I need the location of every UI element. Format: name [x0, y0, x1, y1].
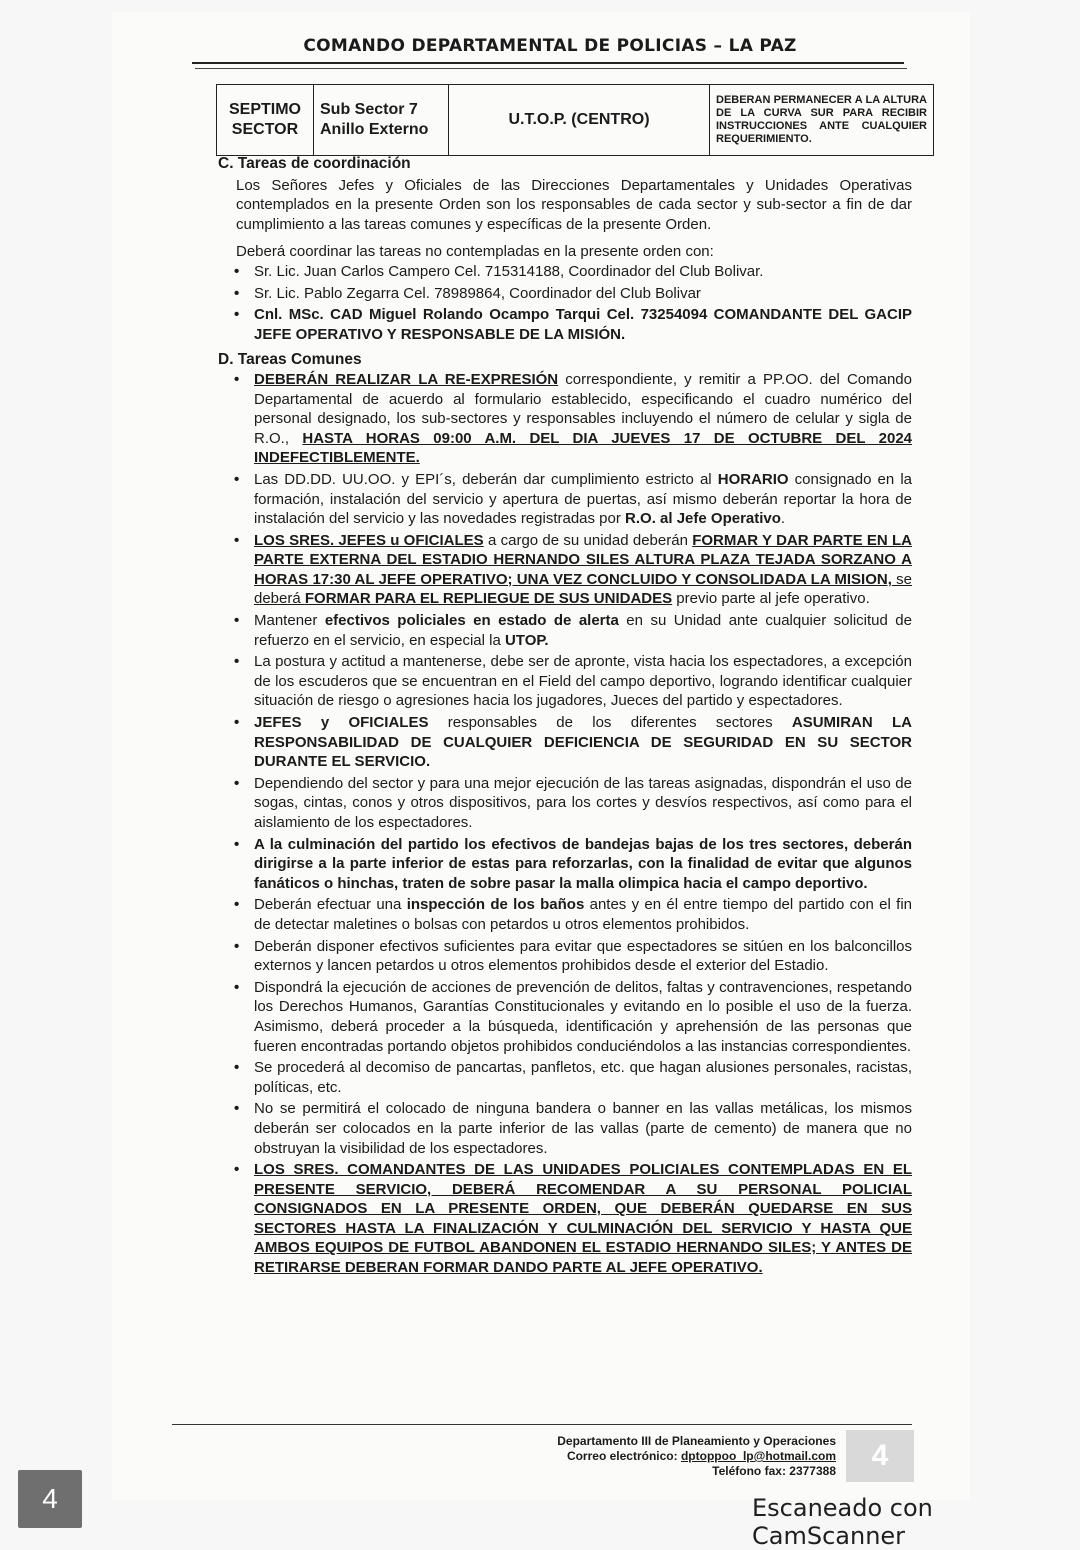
bullet-icon: • [234, 774, 240, 792]
task-text-emphasis: efectivos policiales en estado de alerta [324, 612, 619, 630]
bullet-icon: • [234, 978, 240, 996]
bullet-icon: • [234, 284, 240, 302]
contact-text: Sr. Lic. Pablo Zegarra Cel. 78989864, Coordinador del Club Bolivar [254, 284, 701, 302]
list-item [218, 531, 912, 609]
document-body [218, 150, 912, 1280]
task-text-emphasis: DEBERÁN REALIZAR LA RE-EXPRESIÓN [254, 370, 559, 388]
list-item [218, 978, 912, 1056]
task-text: Deberán efectuar una [254, 896, 407, 914]
header-rule [192, 62, 904, 64]
list-item [218, 370, 912, 468]
task-text: Dependiendo del sector y para una mejor ejecución de las tareas asignadas, dispondrán el uso de sogas, cintas, conos y otros dispositivos, para los cortes y desvíos respectivos, así como para el aislamiento de los espectadores. [254, 774, 912, 831]
unit-cell: U.T.O.P. (CENTRO) [449, 85, 710, 156]
list-item [218, 652, 912, 711]
list-item [218, 937, 912, 976]
task-text: Deberán disponer efectivos suficientes para evitar que espectadores se sitúen en los balconcillos externos y lancen petardos u otros elementos prohibidos desde el exterior del Estadio. [254, 937, 912, 975]
contacts-list [218, 262, 912, 344]
bullet-icon: • [234, 370, 240, 388]
footer-email-label: Correo electrónico: [566, 1449, 681, 1463]
task-text: Dispondrá la ejecución de acciones de prevención de delitos, faltas y contravenciones, respetando los Derechos Humanos, Garantías Constitucionales y evitando en lo posible el uso de la fuerza. Asimismo, deberá proceder a la búsqueda, identificación y aprehensión de las personas que fueren encontradas portando objetos prohibidos conduciéndolos a las instancias correspondientes. [254, 978, 912, 1055]
list-item [218, 713, 912, 772]
section-d-heading: D. Tareas Comunes [218, 351, 362, 369]
task-text: Se procederá al decomiso de pancartas, panfletos, etc. que hagan alusiones personales, racistas, políticas, etc. [254, 1059, 912, 1096]
list-item [218, 305, 912, 344]
table-row [217, 85, 934, 156]
task-text-emphasis: JEFES y OFICIALES [254, 714, 429, 732]
footer-rule [172, 1424, 912, 1425]
sector-cell: SEPTIMO SECTOR [217, 85, 314, 156]
task-text: A la culminación del partido los efectivos de bandejas bajas de los tres sectores, deberán dirigirse a la parte inferior de estas para reforzarlas, con la finalidad de evitar que algunos fanáticos o hinchas, traten de sobre pasar la malla olimpica hacia el campo deportivo. [254, 835, 912, 892]
task-text: consignado en la formación, instalación del servicio y apertura de puertas, así mismo deberán reportar la hora de instalación del servicio y las novedades registradas por [254, 470, 912, 528]
task-text: previo parte al jefe operativo. [672, 590, 870, 608]
camscanner-watermark: Escaneado con CamScanner [752, 1494, 933, 1550]
sector-table [216, 84, 934, 156]
contact-text: Sr. Lic. Juan Carlos Campero Cel. 715314188, Coordinador del Club Bolivar. [254, 262, 764, 280]
task-text: antes y en él entre tiempo del partido con el fin de detectar maletines o bolsas con petardos u otros elementos prohibidos. [254, 896, 912, 933]
bullet-icon: • [234, 714, 240, 732]
bullet-icon: • [234, 612, 240, 630]
list-item [218, 895, 912, 934]
bullet-icon: • [234, 896, 240, 914]
task-text: Las DD.DD. UU.OO. y EPI´s, deberán dar cumplimiento estricto al [254, 470, 718, 488]
task-text-emphasis: HASTA HORAS 09:00 A.M. DEL DIA JUEVES 17 DE OCTUBRE DEL 2024 INDEFECTIBLEMENTE. [254, 429, 912, 467]
bullet-icon: • [234, 937, 240, 955]
list-item [218, 284, 912, 304]
list-item [218, 470, 912, 529]
list-item [218, 1058, 912, 1097]
bullet-icon: • [234, 1059, 240, 1077]
bullet-icon: • [234, 470, 240, 488]
list-item [218, 1099, 912, 1158]
section-c-intro: Los Señores Jefes y Oficiales de las Direcciones Departamentales y Unidades Operativas contemplados en la presente Orden son los responsables de cada sector y sub-sector a fin de dar cumplimiento a las tareas comunes y específicas de la presente Orden. [236, 176, 912, 233]
list-item [218, 611, 912, 650]
bullet-icon: • [234, 1100, 240, 1118]
task-text: se deberá [254, 570, 912, 608]
bullet-icon: • [234, 306, 240, 324]
bullet-icon: • [234, 1161, 240, 1179]
task-text: LOS SRES. COMANDANTES DE LAS UNIDADES POLICIALES CONTEMPLADAS EN EL PRESENTE SERVICIO, DEBERÁ RECOMENDAR A SU PERSONAL POLICIAL CONSIGNADOS EN LA PRESENTE ORDEN, QUE DEBERÁN QUEDARSE EN SUS SECTORES HASTA LA FINALIZACIÓN Y CULMINACIÓN DEL SERVICIO Y HASTA QUE AMBOS EQUIPOS DE FUTBOL ABANDONEN EL ESTADIO HERNANDO SILES; Y ANTES DE RETIRARSE DEBERAN FORMAR DANDO PARTE AL JEFE OPERATIVO. [254, 1161, 912, 1277]
task-text: responsables de los diferentes sectores [428, 714, 792, 732]
common-tasks-list [218, 370, 912, 1278]
task-text-emphasis: FORMAR PARA EL REPLIEGUE DE SUS UNIDADES [304, 590, 673, 608]
bullet-icon: • [234, 835, 240, 853]
footer-phone: Teléfono fax: 2377388 [712, 1464, 836, 1478]
task-text-emphasis: ASUMIRAN LA RESPONSABILIDAD DE CUALQUIER DEFICIENCIA DE SEGURIDAD EN SU SECTOR DURANTE EL SERVICIO. [254, 714, 912, 771]
list-item [218, 774, 912, 833]
bullet-icon: • [234, 531, 240, 549]
list-item [218, 1160, 912, 1278]
document-header-title: COMANDO DEPARTAMENTAL DE POLICIAS – LA PAZ [303, 36, 797, 56]
task-text: correspondiente, y remitir a PP.OO. del Comando Departamental de acuerdo al formulario establecido, especificando el cuadro numérico del personal designado, los sub-sectores y responsables incluyendo el número de celular y sigla de R.O., [254, 370, 912, 447]
instructions-cell: DEBERAN PERMANECER A LA ALTURA DE LA CURVA SUR PARA RECIBIR INSTRUCCIONES ANTE CUALQUIER REQUERIMIENTO. [710, 85, 934, 156]
document-footer [520, 1434, 836, 1479]
task-text: Mantener [254, 612, 325, 630]
task-text-emphasis: R.O. al Jefe Operativo [625, 510, 781, 528]
task-text: . [780, 510, 786, 528]
task-text-emphasis: HORARIO [717, 470, 789, 488]
section-c-heading: C. Tareas de coordinación [218, 155, 411, 172]
footer-department: Departamento III de Planeamiento y Operaciones [557, 1434, 836, 1448]
bullet-icon: • [234, 653, 240, 671]
task-text: La postura y actitud a mantenerse, debe ser de apronte, vista hacia los espectadores, a excepción de los escuderos que se encuentran en el Field del campo deportivo, logrando identificar cualquier situación de riesgo o agresiones hacia los jugadores, Jueces del partido y espectadores. [254, 653, 912, 710]
bullet-icon: • [234, 262, 240, 280]
task-text-emphasis: LOS SRES. JEFES u OFICIALES [254, 531, 484, 549]
task-text: en su Unidad ante cualquier solicitud de refuerzo en el servicio, en especial la [254, 612, 912, 649]
task-text: a cargo de su unidad deberán [483, 531, 693, 549]
task-text-emphasis: inspección de los baños [406, 896, 585, 914]
task-text-emphasis: FORMAR Y DAR PARTE EN LA PARTE EXTERNA DEL ESTADIO HERNANDO SILES ALTURA PLAZA TEJADA SORZANO A HORAS 17:30 AL JEFE OPERATIVO; UNA VEZ CONCLUIDO Y CONSOLIDADA LA MISION, [254, 531, 913, 588]
header-rule-secondary [195, 68, 907, 69]
subsector-cell: Sub Sector 7 Anillo Externo [314, 85, 449, 156]
coordination-intro: Deberá coordinar las tareas no contempladas en la presente orden con: [236, 243, 714, 261]
footer-email: dptoppoo_lp@hotmail.com [680, 1449, 836, 1463]
task-text-emphasis: UTOP. [504, 631, 549, 649]
footer-email-line [520, 1449, 836, 1464]
task-text: No se permitirá el colocado de ninguna bandera o banner en las vallas metálicas, los mismos deberán ser colocados en la parte inferior de las vallas (parte de cemento) de manera que no obstruyan la visibilidad de los espectadores. [254, 1100, 912, 1157]
document-page-number: 4 [846, 1430, 914, 1482]
list-item [218, 835, 912, 894]
list-item [218, 262, 912, 282]
viewer-page-badge[interactable]: 4 [18, 1470, 82, 1528]
contact-text: Cnl. MSc. CAD Miguel Rolando Ocampo Tarqui Cel. 73254094 COMANDANTE DEL GACIP JEFE OPERATIVO Y RESPONSABLE DE LA MISIÓN. [254, 306, 912, 343]
